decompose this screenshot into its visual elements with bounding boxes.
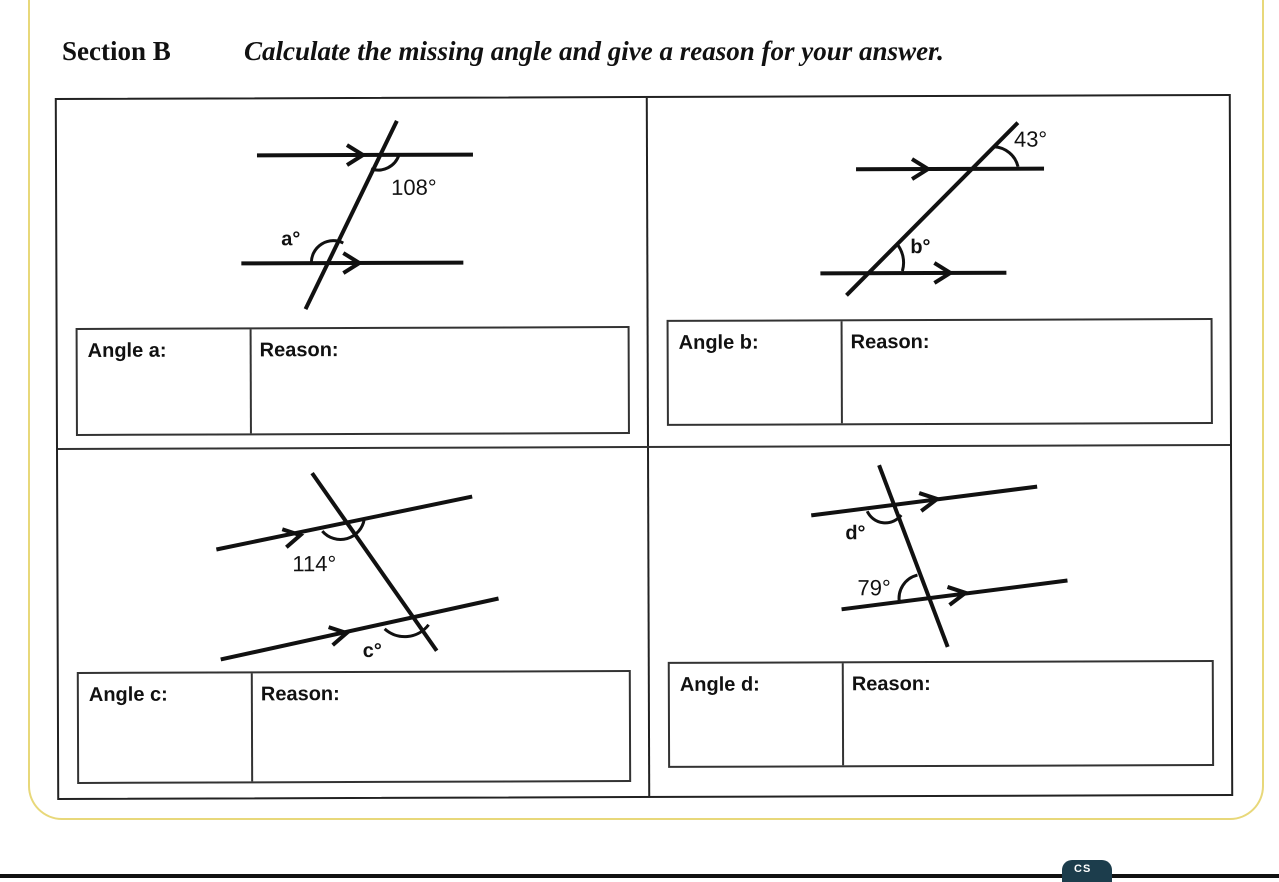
angle-a-label: Angle a: <box>78 329 252 434</box>
problem-grid <box>55 94 1233 800</box>
section-title: Section B <box>62 36 171 66</box>
unknown-angle-d: d° <box>845 522 866 545</box>
given-angle-c: 114° <box>292 551 337 577</box>
reason-a-label: Reason: <box>259 339 339 362</box>
angle-d-label: Angle d: <box>670 663 844 766</box>
problem-a-cell <box>57 98 647 448</box>
angle-c-label: Angle c: <box>79 673 253 782</box>
answer-box-a <box>76 326 630 436</box>
problem-d-cell <box>649 446 1231 800</box>
answer-box-d <box>668 660 1214 768</box>
unknown-angle-a: a° <box>281 228 301 251</box>
footer-badge <box>1062 860 1112 882</box>
problem-b-cell <box>648 96 1230 446</box>
answer-box-c <box>77 670 631 784</box>
problem-c-cell <box>58 448 648 802</box>
given-angle-a: 108° <box>391 174 437 200</box>
reason-c-label: Reason: <box>260 683 340 706</box>
reason-d-label: Reason: <box>851 673 931 696</box>
angle-b-label: Angle b: <box>669 321 843 424</box>
unknown-angle-c: c° <box>362 639 382 662</box>
given-angle-b: 43° <box>1013 126 1048 152</box>
answer-box-b <box>667 318 1213 426</box>
given-angle-d: 79° <box>857 575 891 601</box>
footer-badge-text: CS <box>1074 863 1092 875</box>
unknown-angle-b: b° <box>910 235 931 259</box>
reason-b-label: Reason: <box>850 331 930 354</box>
instructions: Calculate the missing angle and give a reason for your answer. <box>244 36 944 66</box>
